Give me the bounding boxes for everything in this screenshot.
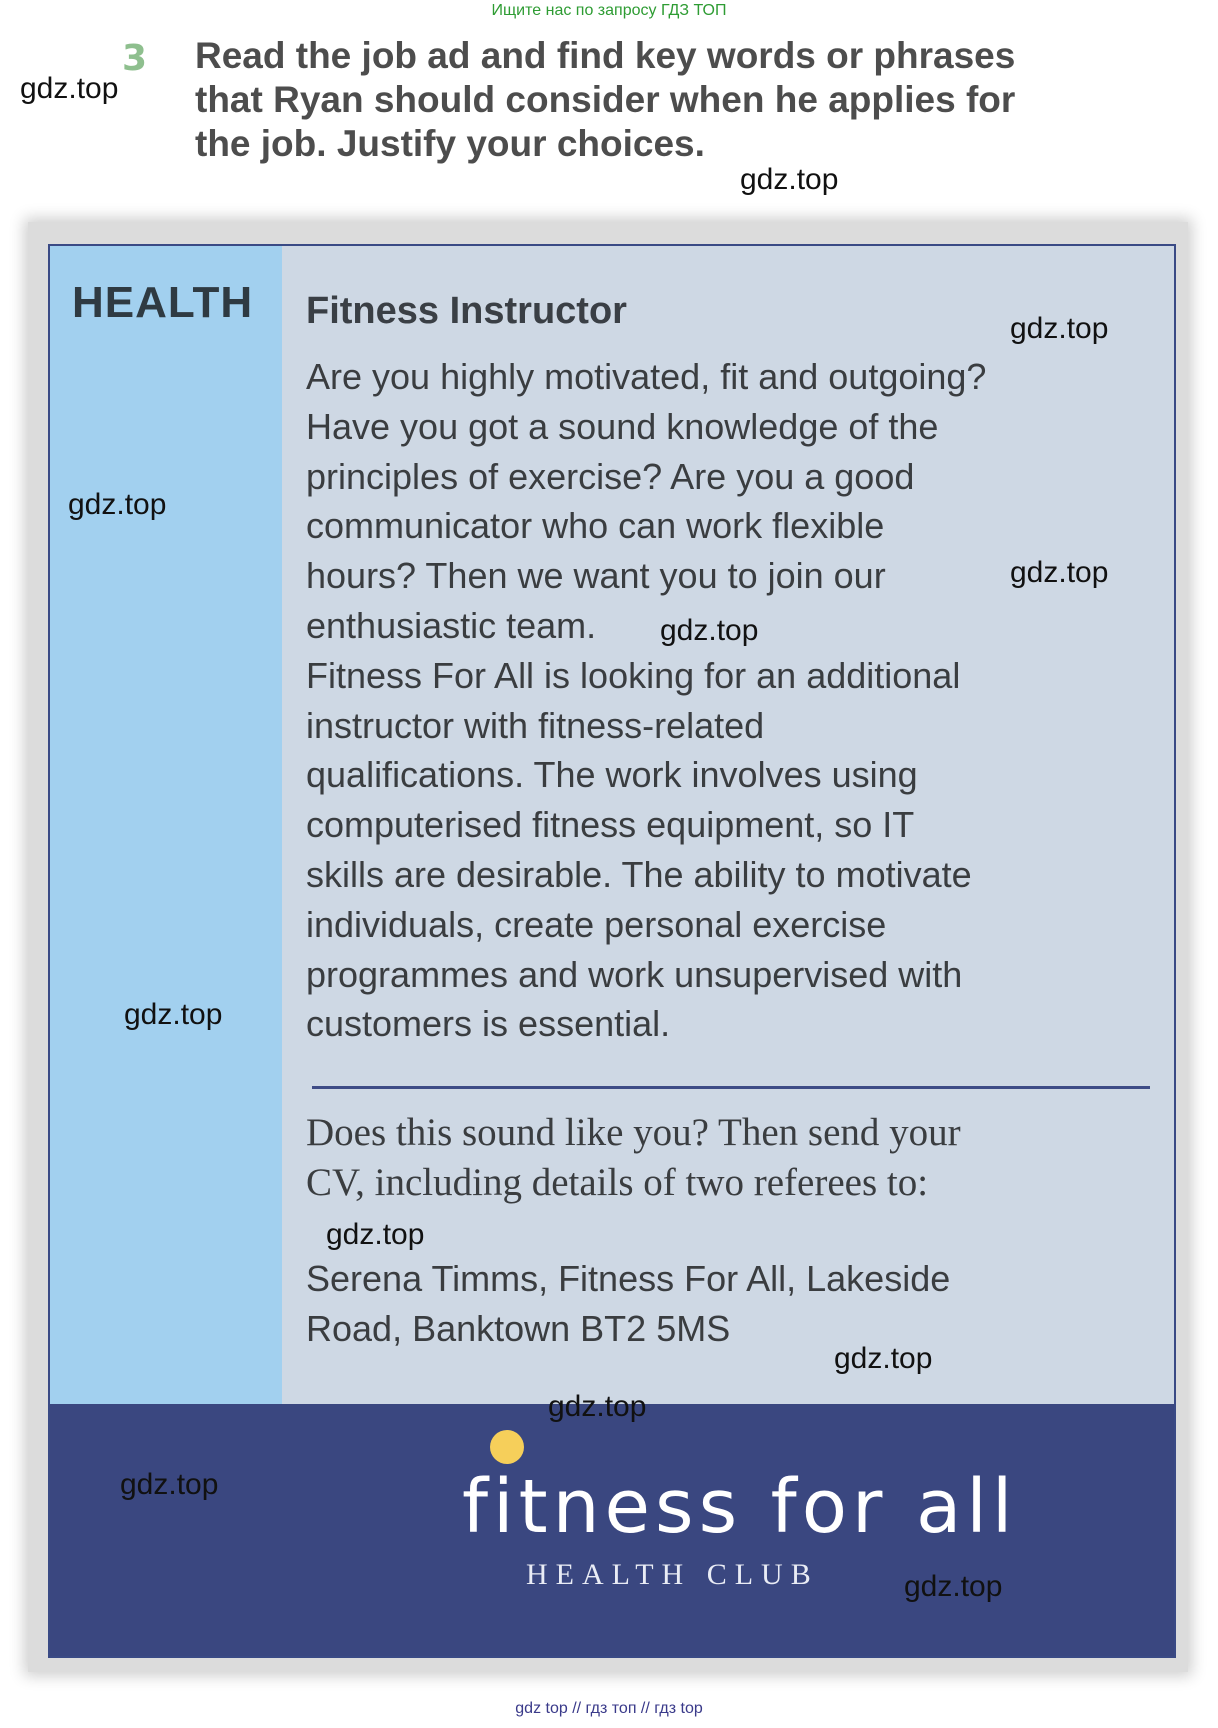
body-line: individuals, create personal exercise — [306, 903, 887, 945]
top-banner[interactable]: Ищите нас по запросу ГДЗ ТОП — [491, 2, 727, 19]
watermark: gdz.top — [120, 1468, 219, 1501]
body-line: skills are desirable. The ability to motivate — [306, 853, 972, 895]
body-line: hours? Then we want you to join our — [306, 555, 886, 597]
task-line: the job. Justify your choices. — [195, 123, 705, 164]
watermark: gdz.top — [1010, 556, 1109, 589]
contact-line: Serena Timms, Fitness For All, Lakeside — [306, 1258, 951, 1299]
watermark: gdz.top — [740, 163, 839, 196]
ad-body — [306, 352, 1166, 1049]
watermark: gdz.top — [548, 1390, 647, 1423]
job-title: Fitness Instructor — [306, 290, 627, 332]
task-line: that Ryan should consider when he applies for — [195, 79, 1016, 120]
body-line: computerised fitness equipment, so IT — [306, 804, 915, 846]
logo-subtitle: HEALTH CLUB — [526, 1558, 819, 1591]
contact-line: Road, Banktown BT2 5MS — [306, 1308, 731, 1349]
body-line: Have you got a sound knowledge of the — [306, 405, 939, 447]
divider — [312, 1086, 1150, 1089]
watermark: gdz.top — [124, 998, 223, 1031]
left-color-band — [50, 246, 282, 1404]
section-label: HEALTH — [72, 278, 254, 327]
watermark: gdz.top — [20, 72, 119, 105]
body-line: Fitness For All is looking for an additional — [306, 654, 961, 696]
task-line: Read the job ad and find key words or phrases — [195, 35, 1016, 76]
logo-dot-icon — [490, 1430, 524, 1464]
body-line: principles of exercise? Are you a good — [306, 455, 915, 497]
body-line: communicator who can work flexible — [306, 505, 885, 547]
body-line: instructor with fitness-related — [306, 704, 765, 746]
logo-name: fitness for all — [462, 1464, 1018, 1550]
body-line: enthusiastic team. — [306, 604, 597, 646]
apply-instructions — [306, 1108, 1166, 1208]
task-number: 3 — [122, 38, 148, 79]
apply-line: Does this sound like you? Then send your — [306, 1111, 961, 1154]
watermark: gdz.top — [904, 1570, 1003, 1603]
watermark: gdz.top — [660, 614, 759, 647]
watermark: gdz.top — [326, 1218, 425, 1251]
bottom-banner[interactable]: gdz top // гдз топ // гдз top — [515, 1700, 703, 1717]
body-line: qualifications. The work involves using — [306, 754, 918, 796]
watermark: gdz.top — [1010, 312, 1109, 345]
watermark: gdz.top — [68, 488, 167, 521]
apply-line: CV, including details of two referees to: — [306, 1161, 929, 1204]
body-line: customers is essential. — [306, 1003, 671, 1045]
body-line: Are you highly motivated, fit and outgoing? — [306, 356, 987, 397]
watermark: gdz.top — [834, 1342, 933, 1375]
job-ad-card — [48, 244, 1176, 1658]
body-line: programmes and work unsupervised with — [306, 953, 963, 995]
task-instruction — [195, 34, 1155, 166]
contact-address — [306, 1254, 1166, 1354]
